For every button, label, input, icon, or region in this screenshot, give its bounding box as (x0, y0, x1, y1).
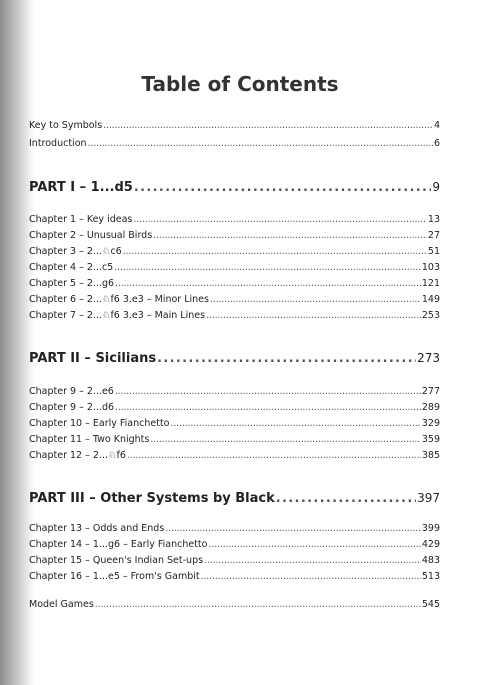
toc-chapter-entry[interactable] (29, 261, 440, 275)
dot-leader (208, 538, 420, 552)
toc-chapter-entry[interactable] (29, 417, 440, 431)
toc-entry-page: 13 (427, 214, 440, 225)
toc-entry-label: Chapter 13 – Odds and Ends (29, 523, 165, 534)
dot-leader (276, 490, 416, 508)
dot-leader (95, 598, 421, 612)
dot-leader (103, 119, 433, 133)
toc-chapter-entry[interactable] (29, 385, 440, 399)
toc-entry-page: 27 (427, 230, 440, 241)
dot-leader (134, 179, 432, 197)
toc-chapter-entry[interactable] (29, 433, 440, 447)
toc-part-page: 397 (417, 491, 440, 505)
toc-chapter-entry[interactable] (29, 245, 440, 259)
toc-part-label: PART III – Other Systems by Black (29, 491, 275, 506)
dot-leader (115, 277, 421, 291)
toc-entry-page: 483 (421, 555, 440, 566)
toc-part-2[interactable] (29, 349, 440, 368)
toc-chapter-entry[interactable] (29, 309, 440, 323)
toc-entry-label: Chapter 1 – Key ideas (29, 214, 133, 225)
toc-part-label: PART I – 1...d5 (29, 180, 133, 195)
toc-entry-label: Chapter 2 – Unusual Birds (29, 230, 153, 241)
dot-leader (171, 417, 421, 431)
toc-entry-page: 513 (421, 571, 440, 582)
dot-leader (165, 522, 421, 536)
toc-entry-page: 429 (421, 539, 440, 550)
toc-entry-page: 4 (433, 120, 440, 131)
dot-leader (153, 229, 427, 243)
toc-entry-page: 329 (421, 418, 440, 429)
toc-entry-label: Chapter 15 – Queen's Indian Set-ups (29, 555, 204, 566)
toc-entry-page: 399 (421, 523, 440, 534)
toc-chapter-entry[interactable] (29, 229, 440, 243)
toc-entry-page: 277 (421, 386, 440, 397)
toc-entry-label: Chapter 7 – 2...♘f6 3.e3 – Main Lines (29, 310, 206, 321)
toc-entry-model-games[interactable] (29, 598, 440, 612)
dot-leader (206, 309, 421, 323)
dot-leader (157, 350, 416, 368)
dot-leader (88, 137, 433, 151)
toc-chapter-entry[interactable] (29, 213, 440, 227)
toc-entry-page: 289 (421, 402, 440, 413)
toc-entry-label: Chapter 12 – 2...♘f6 (29, 450, 126, 461)
dot-leader (210, 293, 421, 307)
toc-chapter-entry[interactable] (29, 554, 440, 568)
dot-leader (115, 385, 421, 399)
toc-entry-page: 51 (427, 246, 440, 257)
toc-chapter-entry[interactable] (29, 293, 440, 307)
toc-entry-label: Chapter 9 – 2...d6 (29, 402, 115, 413)
dot-leader (133, 213, 427, 227)
toc-entry-page: 121 (421, 278, 440, 289)
toc-entry-page: 545 (421, 599, 440, 610)
toc-chapter-entry[interactable] (29, 538, 440, 552)
toc-entry-label: Chapter 4 – 2...c5 (29, 262, 114, 273)
toc-entry-page: 149 (421, 294, 440, 305)
dot-leader (115, 401, 421, 415)
toc-entry-page: 103 (421, 262, 440, 273)
toc-chapter-entry[interactable] (29, 277, 440, 291)
toc-entry-page: 385 (421, 450, 440, 461)
toc-chapter-entry[interactable] (29, 449, 440, 463)
toc-entry-label: Chapter 5 – 2...g6 (29, 278, 115, 289)
dot-leader (127, 449, 421, 463)
toc-entry-introduction[interactable] (29, 137, 440, 151)
toc-part-label: PART II – Sicilians (29, 351, 157, 366)
toc-entry-label: Chapter 10 – Early Fianchetto (29, 418, 170, 429)
dot-leader (204, 554, 421, 568)
toc-chapter-entry[interactable] (29, 401, 440, 415)
toc-entry-label: Chapter 9 – 2...e6 (29, 386, 114, 397)
dot-leader (150, 433, 421, 447)
toc-part-page: 9 (432, 180, 440, 194)
dot-leader (114, 261, 421, 275)
toc-part-1[interactable] (29, 178, 440, 197)
toc-entry-label: Introduction (29, 138, 87, 149)
toc-entry-page: 6 (433, 138, 440, 149)
toc-entry-label: Chapter 11 – Two Knights (29, 434, 150, 445)
toc-entry-page: 359 (421, 434, 440, 445)
dot-leader (123, 245, 427, 259)
toc-entry-label: Model Games (29, 599, 94, 610)
toc-chapter-entry[interactable] (29, 570, 440, 584)
toc-entry-label: Key to Symbols (29, 120, 103, 131)
toc-entry-page: 253 (421, 310, 440, 321)
toc-entry-label: Chapter 14 – 1...g6 – Early Fianchetto (29, 539, 208, 550)
toc-part-page: 273 (417, 351, 440, 365)
toc-entry-label: Chapter 6 – 2...♘f6 3.e3 – Minor Lines (29, 294, 209, 305)
toc-entry-label: Chapter 3 – 2...♘c6 (29, 246, 122, 257)
dot-leader (201, 570, 421, 584)
toc-entry-key-to-symbols[interactable] (29, 119, 440, 133)
toc-entry-label: Chapter 16 – 1...e5 – From's Gambit (29, 571, 200, 582)
toc-chapter-entry[interactable] (29, 522, 440, 536)
toc-part-3[interactable] (29, 489, 440, 508)
page-title: Table of Contents (141, 72, 339, 96)
